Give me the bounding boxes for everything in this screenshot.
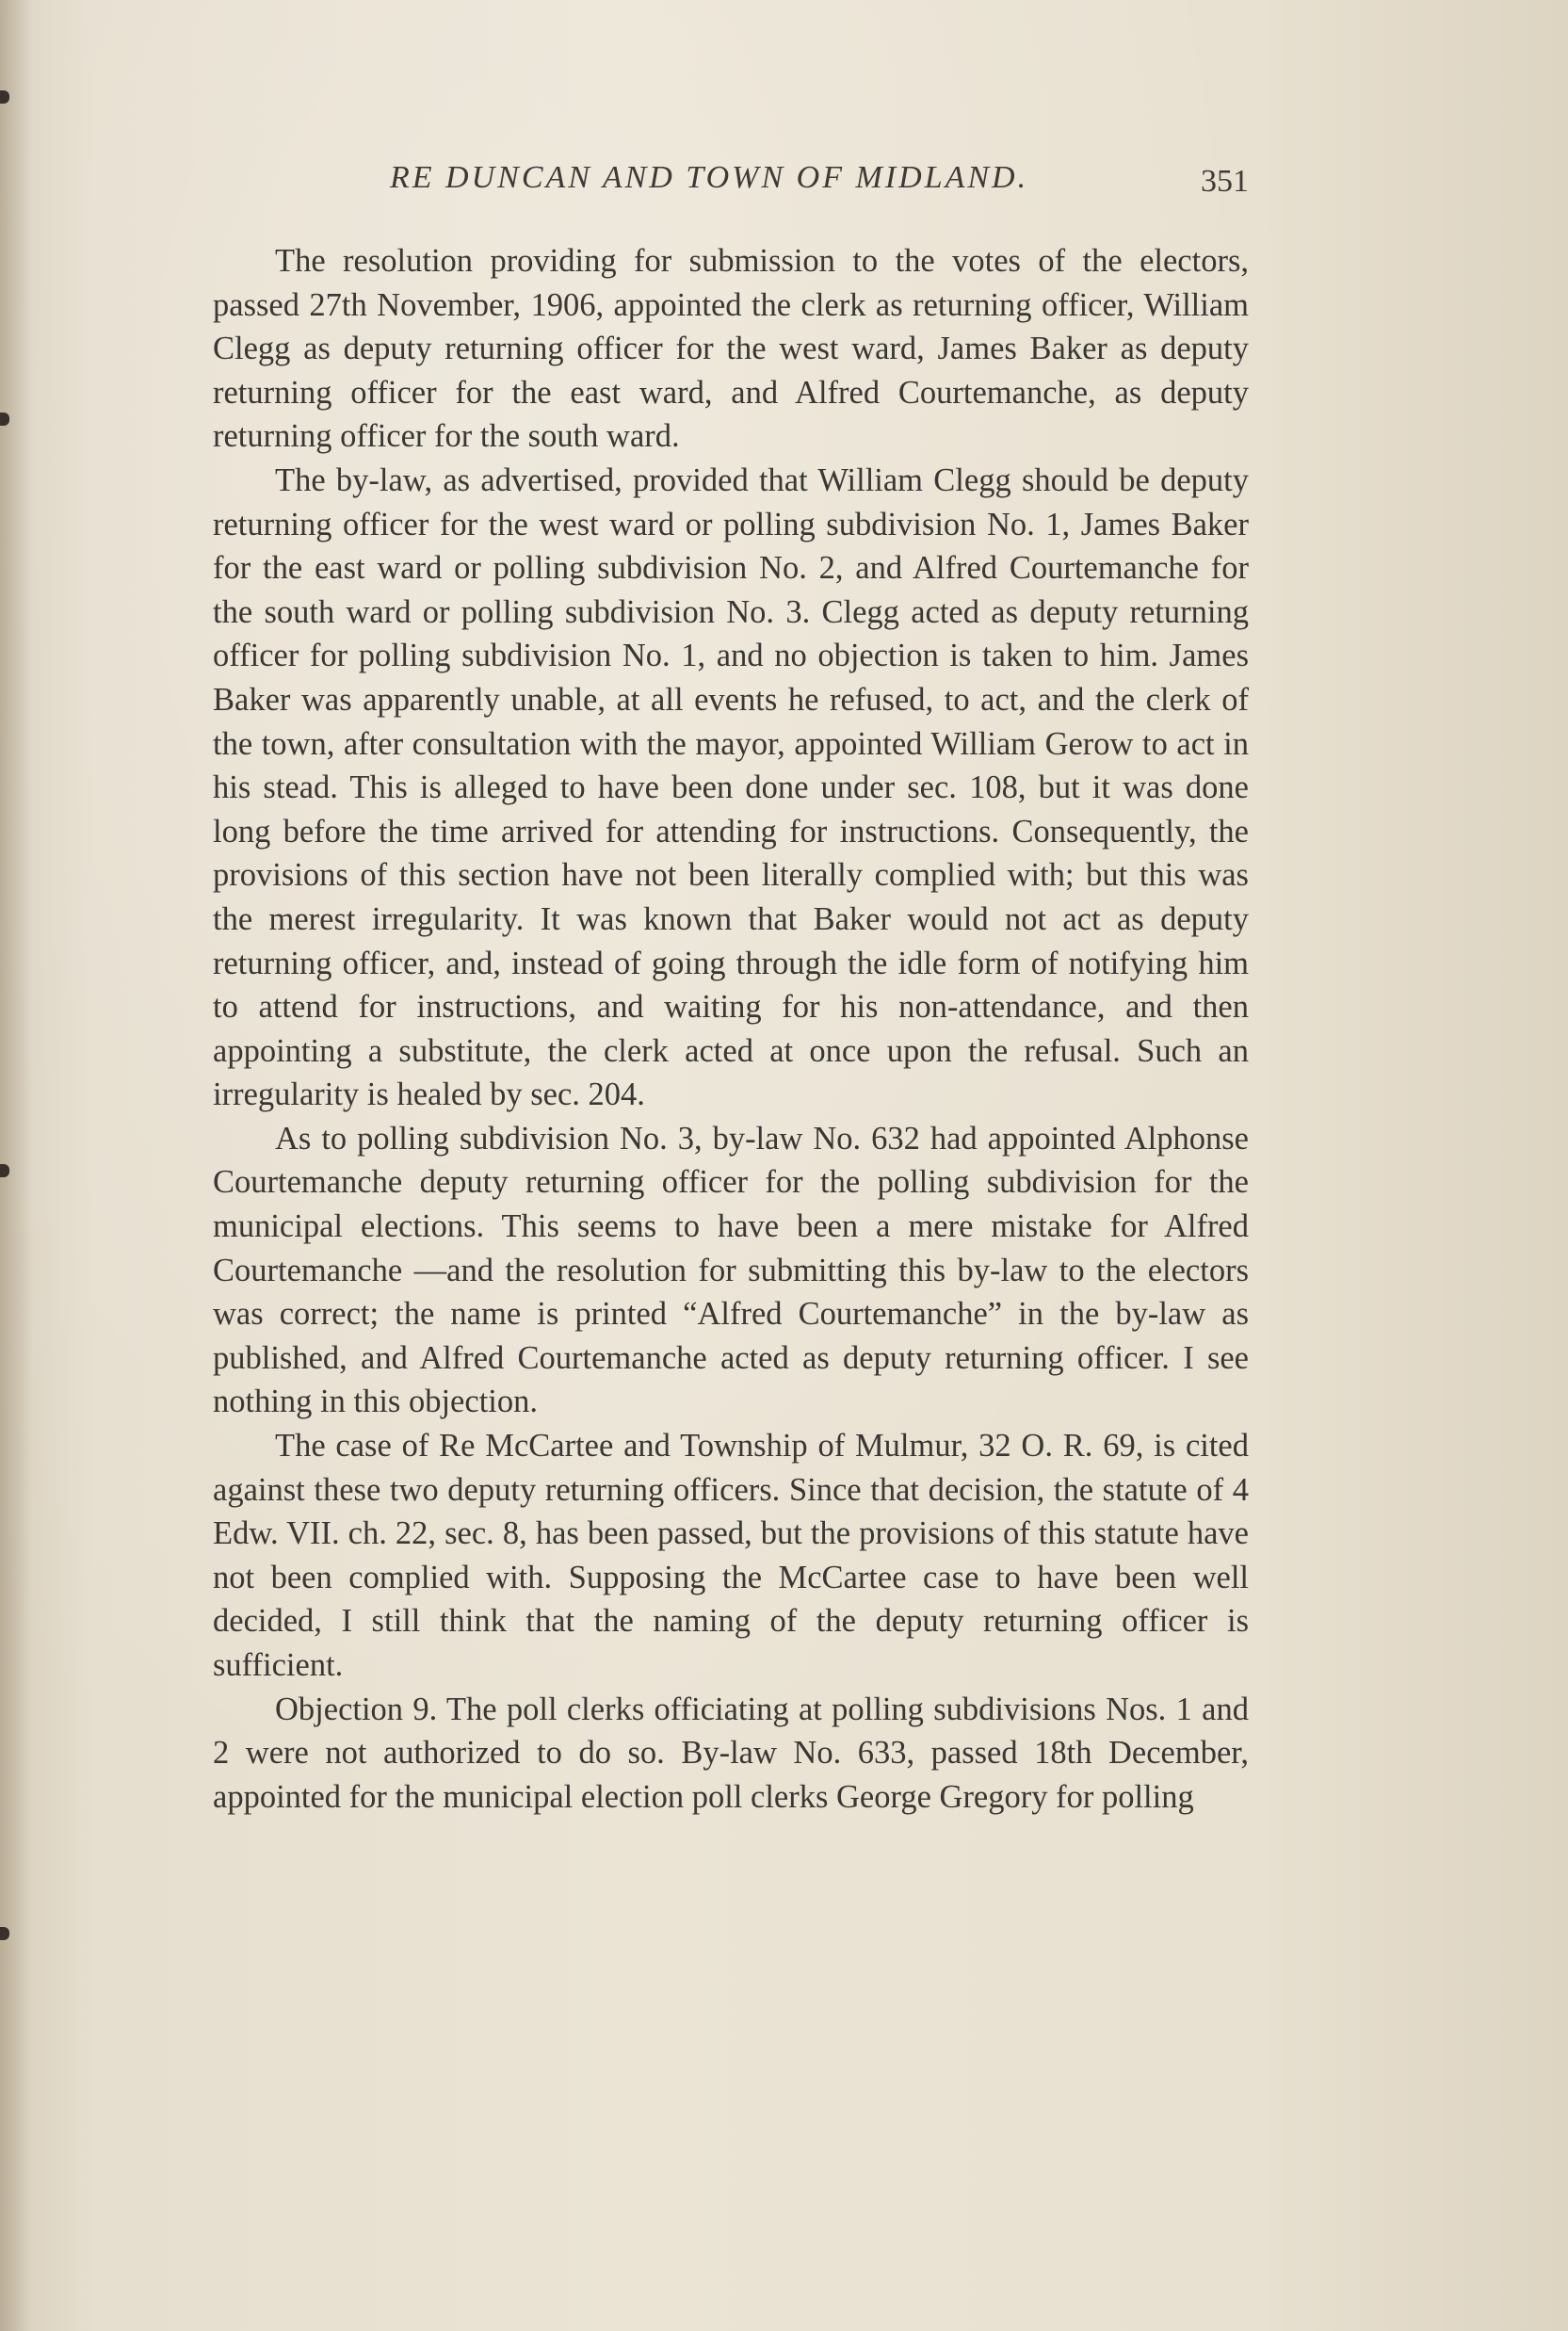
running-title: RE DUNCAN AND TOWN OF MIDLAND. [390,160,1029,195]
edge-mark [0,1164,9,1177]
paragraph: The by-law, as advertised, provided that William Clegg should be deputy returning officer for the west ward or polling subdivision No. 1, James Baker for the east ward or polling subdivision No. 2, and Alfred Courtemanche for the south ward or polling subdivision No. 3. Clegg acted as deputy returning officer for polling subdivision No. 1, and no objection is taken to him. James Baker was apparently unable, at all events he refused, to act, and the clerk of the town, after consultation with the mayor, appointed William Gerow to act in his stead. This is alleged to have been done under sec. 108, but it was done long before the time arrived for attending for instructions. Consequently, the provisions of this section have not been literally complied with; but this was the merest irregularity. It was known that Baker would not act as deputy returning officer, and, instead of going through the idle form of notifying him to attend for instructions, and waiting for his non-attendance, and then appointing a substitute, the clerk acted at once upon the refusal. Such an irregularity is healed by sec. 204. [213,461,1249,1113]
edge-mark [0,1927,9,1940]
paragraph: As to polling subdivision No. 3, by-law No. 632 had appointed Alphonse Courtemanche deputy returning officer for the polling subdivision for the municipal elections. This seems to have been a mere mistake for Alfred Courtemanche —and the resolution for submitting this by-law to the electors was correct; the name is printed “Alfred Courtemanche” in the by-law as published, and Alfred Courtemanche acted as deputy returning officer. I see nothing in this objection. [213,1120,1249,1420]
page-header [213,151,1249,207]
paragraph: The resolution providing for submission to the votes of the electors, passed 27th November, 1906, appointed the clerk as returning officer, William Clegg as deputy returning officer for the west ward, James Baker as deputy returning officer for the east ward, and Alfred Courtemanche, as deputy returning officer for the south ward. [213,243,1249,455]
page-number: 351 [1201,164,1249,199]
paragraph: Objection 9. The poll clerks officiating at polling subdivisions Nos. 1 and 2 were not authorized to do so. By-law No. 633, passed 18th December, appointed for the municipal election poll clerks George Gregory for polling [213,1691,1249,1815]
edge-mark [0,90,9,104]
edge-mark [0,413,9,426]
body-text [213,239,1249,1819]
paragraph: The case of Re McCartee and Township of Mulmur, 32 O. R. 69, is cited against these two deputy returning officers. Since that decision, the statute of 4 Edw. VII. ch. 22, sec. 8, has been passed, but the provisions of this statute have not been complied with. Supposing the McCartee case to have been well decided, I still think that the naming of the deputy returning officer is sufficient. [213,1428,1249,1683]
